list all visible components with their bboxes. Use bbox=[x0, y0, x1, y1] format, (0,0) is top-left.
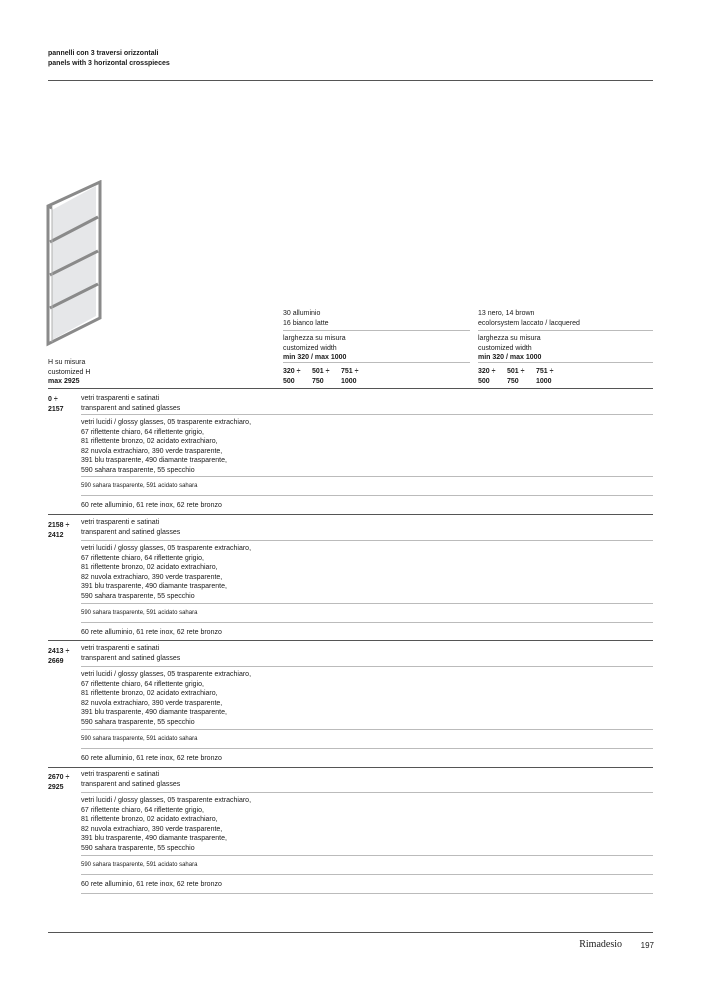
glass-list-line: 391 blu trasparente, 490 diamante trasparente, bbox=[81, 583, 227, 590]
row-rule bbox=[81, 495, 653, 496]
row-rule bbox=[81, 874, 653, 875]
column-1-finish-line1: 30 alluminio bbox=[283, 310, 321, 317]
glass-title-en: transparent and satined glasses bbox=[81, 780, 181, 788]
glass-list-line: 82 nuvola extrachiaro, 390 verde trasparente, bbox=[81, 825, 223, 833]
row-rule bbox=[81, 622, 653, 623]
width-value: 500 bbox=[478, 377, 490, 385]
width-value: 751 ÷ bbox=[341, 368, 359, 375]
range-to: 2925 bbox=[48, 783, 64, 791]
row-rule bbox=[81, 476, 653, 477]
glass-list-line: 590 sahara trasparente, 55 specchio bbox=[81, 466, 195, 474]
width-value: 1000 bbox=[341, 377, 357, 385]
column-1-width bbox=[283, 334, 346, 363]
glass-list-line: 67 riflettente chiaro, 64 riflettente grigio, bbox=[81, 680, 204, 688]
glass-sahara: 590 sahara trasparente, 591 acidato sahara bbox=[81, 483, 198, 489]
column-2-rule-b bbox=[478, 362, 653, 363]
range-from: 2670 ÷ bbox=[48, 774, 70, 781]
glass-list-line: 67 riflettente chiaro, 64 riflettente grigio, bbox=[81, 428, 204, 436]
column-1-finish bbox=[283, 309, 329, 328]
page-header bbox=[48, 49, 170, 69]
glass-title-en: transparent and satined glasses bbox=[81, 404, 181, 412]
glass-title bbox=[81, 518, 180, 537]
width-value: 751 ÷ bbox=[536, 368, 554, 375]
glass-list-line: 82 nuvola extrachiaro, 390 verde trasparente, bbox=[81, 573, 223, 581]
width-value: 320 ÷ bbox=[283, 368, 301, 375]
glass-title-en: transparent and satined glasses bbox=[81, 528, 181, 536]
glass-sahara: 590 sahara trasparente, 591 acidato sahara bbox=[81, 610, 198, 616]
glass-sahara: 590 sahara trasparente, 591 acidato sahara bbox=[81, 736, 198, 742]
glass-list bbox=[81, 544, 281, 601]
glass-list bbox=[81, 670, 281, 727]
glass-list-line: 81 riflettente bronzo, 02 acidato extrachiaro, bbox=[81, 816, 218, 823]
glass-list-line: vetri lucidi / glossy glasses, 05 trasparente extrachiaro, bbox=[81, 671, 252, 678]
height-range bbox=[48, 647, 78, 666]
width-value: 501 ÷ bbox=[507, 368, 525, 375]
glass-list-line: 82 nuvola extrachiaro, 390 verde trasparente, bbox=[81, 447, 223, 455]
glass-title bbox=[81, 770, 180, 789]
glass-list-line: vetri lucidi / glossy glasses, 05 trasparente extrachiaro, bbox=[81, 545, 252, 552]
glass-list-line: 81 riflettente bronzo, 02 acidato extrachiaro, bbox=[81, 690, 218, 697]
glass-list-line: 391 blu trasparente, 490 diamante trasparente, bbox=[81, 457, 227, 464]
height-label bbox=[48, 358, 90, 387]
table-top-rule bbox=[48, 388, 653, 389]
glass-list-line: 82 nuvola extrachiaro, 390 verde trasparente, bbox=[81, 699, 223, 707]
row-rule bbox=[81, 792, 653, 793]
column-1-width-values bbox=[283, 367, 370, 386]
range-from: 2158 ÷ bbox=[48, 522, 70, 529]
glass-mesh: 60 rete alluminio, 61 rete inox, 62 rete bronzo bbox=[81, 881, 222, 888]
column-2-finish-line1: 13 nero, 14 brown bbox=[478, 310, 535, 317]
column-1-width-line2: customized width bbox=[283, 344, 337, 352]
range-rule bbox=[48, 640, 653, 641]
glass-list-line: 590 sahara trasparente, 55 specchio bbox=[81, 718, 195, 726]
row-rule bbox=[81, 748, 653, 749]
range-rule bbox=[48, 767, 653, 768]
height-range bbox=[48, 395, 78, 414]
range-from: 0 ÷ bbox=[48, 396, 58, 403]
row-rule bbox=[81, 540, 653, 541]
range-rule bbox=[48, 514, 653, 515]
column-2-width-line1: larghezza su misura bbox=[478, 335, 541, 342]
glass-title bbox=[81, 644, 180, 663]
header-title-it: pannelli con 3 traversi orizzontali bbox=[48, 50, 159, 57]
column-2-finish-line2: ecolorsystem laccato / lacquered bbox=[478, 319, 580, 327]
column-2-width bbox=[478, 334, 541, 363]
glass-list bbox=[81, 418, 281, 475]
glass-list-line: 67 riflettente chiaro, 64 riflettente grigio, bbox=[81, 554, 204, 562]
row-rule bbox=[81, 729, 653, 730]
glass-list-line: 391 blu trasparente, 490 diamante trasparente, bbox=[81, 709, 227, 716]
glass-mesh: 60 rete alluminio, 61 rete inox, 62 rete bronzo bbox=[81, 629, 222, 636]
row-rule bbox=[81, 603, 653, 604]
column-1-width-line1: larghezza su misura bbox=[283, 335, 346, 342]
row-rule bbox=[81, 855, 653, 856]
height-label-line1: H su misura bbox=[48, 359, 86, 366]
glass-list-line: 590 sahara trasparente, 55 specchio bbox=[81, 844, 195, 852]
brand-logo: Rimadesio bbox=[579, 939, 622, 950]
column-2-width-line3: min 320 / max 1000 bbox=[478, 354, 542, 361]
height-label-line2: customized H bbox=[48, 368, 91, 376]
panel-illustration bbox=[44, 180, 104, 350]
glass-list-line: 81 riflettente bronzo, 02 acidato extrachiaro, bbox=[81, 438, 218, 445]
glass-mesh: 60 rete alluminio, 61 rete inox, 62 rete bronzo bbox=[81, 502, 222, 509]
column-2-finish bbox=[478, 309, 580, 328]
glass-title-it: vetri trasparenti e satinati bbox=[81, 519, 160, 526]
range-to: 2157 bbox=[48, 405, 64, 413]
row-rule bbox=[81, 414, 653, 415]
range-to: 2412 bbox=[48, 531, 64, 539]
row-rule bbox=[81, 893, 653, 894]
glass-list-line: vetri lucidi / glossy glasses, 05 trasparente extrachiaro, bbox=[81, 797, 252, 804]
glass-list-line: 67 riflettente chiaro, 64 riflettente grigio, bbox=[81, 806, 204, 814]
column-1-finish-line2: 16 bianco latte bbox=[283, 319, 329, 327]
width-value: 501 ÷ bbox=[312, 368, 330, 375]
width-value: 320 ÷ bbox=[478, 368, 496, 375]
width-value: 750 bbox=[507, 377, 519, 385]
height-range bbox=[48, 773, 78, 792]
column-1-rule-a bbox=[283, 330, 470, 331]
height-range bbox=[48, 521, 78, 540]
column-1-rule-b bbox=[283, 362, 470, 363]
width-value: 500 bbox=[283, 377, 295, 385]
header-rule bbox=[48, 80, 653, 81]
range-from: 2413 ÷ bbox=[48, 648, 70, 655]
glass-title-it: vetri trasparenti e satinati bbox=[81, 771, 160, 778]
column-2-rule-a bbox=[478, 330, 653, 331]
glass-list-line: vetri lucidi / glossy glasses, 05 trasparente extrachiaro, bbox=[81, 419, 252, 426]
column-1-width-line3: min 320 / max 1000 bbox=[283, 354, 347, 361]
glass-title bbox=[81, 394, 180, 413]
glass-list-line: 81 riflettente bronzo, 02 acidato extrachiaro, bbox=[81, 564, 218, 571]
glass-title-it: vetri trasparenti e satinati bbox=[81, 645, 160, 652]
glass-mesh: 60 rete alluminio, 61 rete inox, 62 rete bronzo bbox=[81, 755, 222, 762]
row-rule bbox=[81, 666, 653, 667]
range-to: 2669 bbox=[48, 657, 64, 665]
glass-sahara: 590 sahara trasparente, 591 acidato sahara bbox=[81, 862, 198, 868]
column-2-width-line2: customized width bbox=[478, 344, 532, 352]
glass-title-it: vetri trasparenti e satinati bbox=[81, 395, 160, 402]
glass-list bbox=[81, 796, 281, 853]
glass-list-line: 391 blu trasparente, 490 diamante trasparente, bbox=[81, 835, 227, 842]
page-number: 197 bbox=[640, 941, 654, 950]
footer-rule bbox=[48, 932, 653, 933]
column-2-width-values bbox=[478, 367, 565, 386]
glass-list-line: 590 sahara trasparente, 55 specchio bbox=[81, 592, 195, 600]
width-value: 750 bbox=[312, 377, 324, 385]
width-value: 1000 bbox=[536, 377, 552, 385]
glass-title-en: transparent and satined glasses bbox=[81, 654, 181, 662]
header-title-en: panels with 3 horizontal crosspieces bbox=[48, 60, 170, 67]
panel-frame-left-depth bbox=[48, 206, 52, 208]
height-label-line3: max 2925 bbox=[48, 378, 80, 385]
